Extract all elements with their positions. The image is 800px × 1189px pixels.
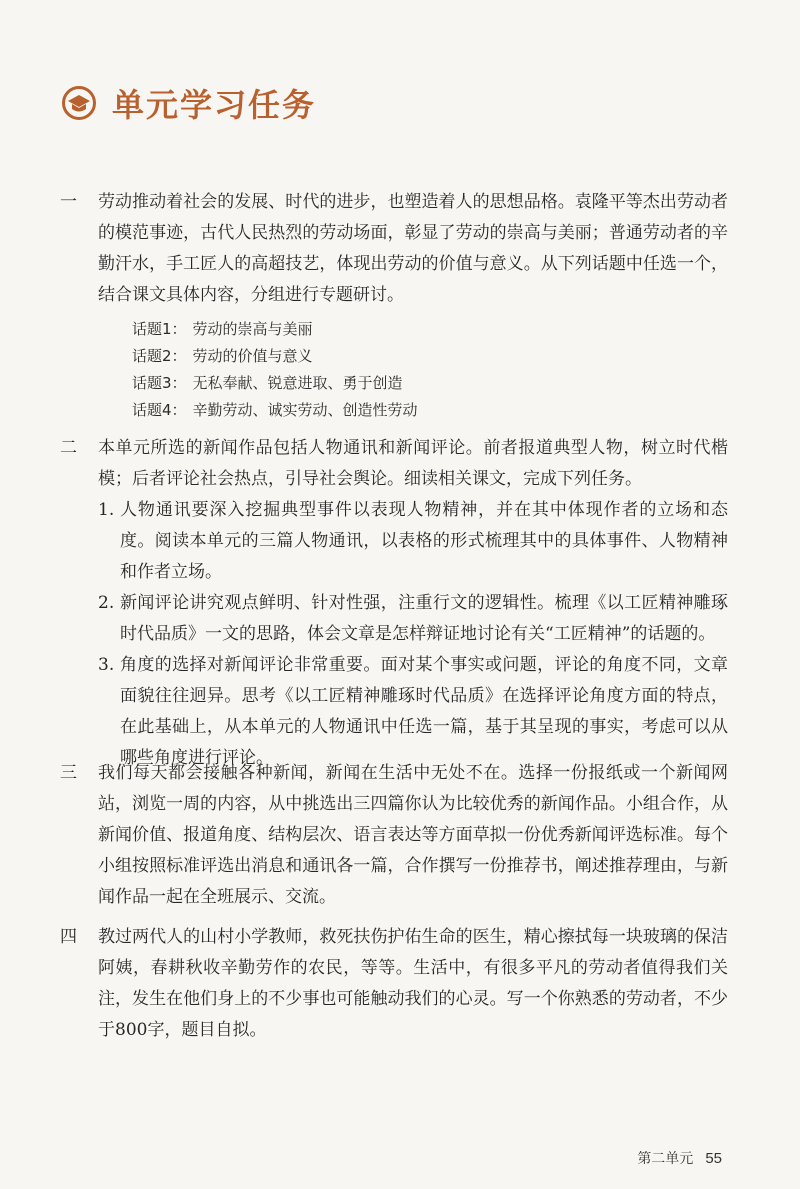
sub-task-item [98,495,728,588]
section-number: 二 [60,438,77,458]
topic-text: 辛勤劳动、诚实劳动、创造性劳动 [192,401,418,419]
topic-item [132,370,728,397]
topic-label: 话题1： [132,320,187,338]
section-number: 四 [60,927,77,947]
page-title: 单元学习任务 [112,86,317,124]
topic-item [132,343,728,370]
task-section-4 [60,922,728,1046]
section-text: 教过两代人的山村小学教师，救死扶伤护佑生命的医生，精心擦拭每一块玻璃的保洁阿姨，春耕秋收辛勤劳作的农民，等等。生活中，有很多平凡的劳动者值得我们关注，发生在他们身上的不少事也可能触动我们的心灵。写一个你熟悉的劳动者，不少于800字，题目自拟。 [98,927,728,1040]
topic-text: 劳动的价值与意义 [192,347,313,365]
topic-text: 无私奉献、锐意进取、勇于创造 [192,374,403,392]
graduation-cap-icon [62,86,96,120]
sub-task-item [98,650,728,774]
topic-text: 劳动的崇高与美丽 [192,320,313,338]
topic-item [132,316,728,343]
topic-label: 话题3： [132,374,187,392]
sub-task-number: 2. [98,593,115,613]
topic-label: 话题4： [132,401,187,419]
section-number: 三 [60,763,77,783]
section-text: 我们每天都会接触各种新闻，新闻在生活中无处不在。选择一份报纸或一个新闻网站，浏览一周的内容，从中挑选出三四篇你认为比较优秀的新闻作品。小组合作，从新闻价值、报道角度、结构层次、语言表达等方面草拟一份优秀新闻评选标准。每个小组按照标准评选出消息和通讯各一篇，合作撰写一份推荐书，阐述推荐理由，与新闻作品一起在全班展示、交流。 [98,763,728,907]
page-number: 55 [705,1150,722,1167]
topic-item [132,397,728,424]
task-section-1 [60,187,728,424]
sub-task-text: 人物通讯要深入挖掘典型事件以表现人物精神，并在其中体现作者的立场和态度。阅读本单元的三篇人物通讯，以表格的形式梳理其中的具体事件、人物精神和作者立场。 [120,500,728,582]
sub-task-text: 角度的选择对新闻评论非常重要。面对某个事实或问题，评论的角度不同，文章面貌往往迥异。思考《以工匠精神雕琢时代品质》在选择评论角度方面的特点，在此基础上，从本单元的人物通讯中任选一篇，基于其呈现的事实，考虑可以从哪些角度进行评论。 [120,655,728,768]
sub-task-text: 新闻评论讲究观点鲜明、针对性强，注重行文的逻辑性。梳理《以工匠精神雕琢时代品质》一文的思路，体会文章是怎样辩证地讨论有关“工匠精神”的话题的。 [120,593,728,644]
topic-label: 话题2： [132,347,187,365]
section-text: 劳动推动着社会的发展、时代的进步，也塑造着人的思想品格。袁隆平等杰出劳动者的模范事迹，古代人民热烈的劳动场面，彰显了劳动的崇高与美丽；普通劳动者的辛勤汗水，手工匠人的高超技艺，体现出劳动的价值与意义。从下列话题中任选一个，结合课文具体内容，分组进行专题研讨。 [98,192,728,305]
section-text: 本单元所选的新闻作品包括人物通讯和新闻评论。前者报道典型人物，树立时代楷模；后者评论社会热点，引导社会舆论。细读相关课文，完成下列任务。 [98,438,728,489]
task-section-2 [60,433,728,774]
page-footer [637,1148,722,1168]
page-header [62,80,316,126]
section-number: 一 [60,192,77,212]
task-section-3 [60,758,728,913]
unit-label: 第二单元 [637,1151,694,1167]
topic-list [132,316,728,424]
sub-task-item [98,588,728,650]
sub-task-number: 3. [98,655,115,675]
sub-task-number: 1. [98,500,115,520]
